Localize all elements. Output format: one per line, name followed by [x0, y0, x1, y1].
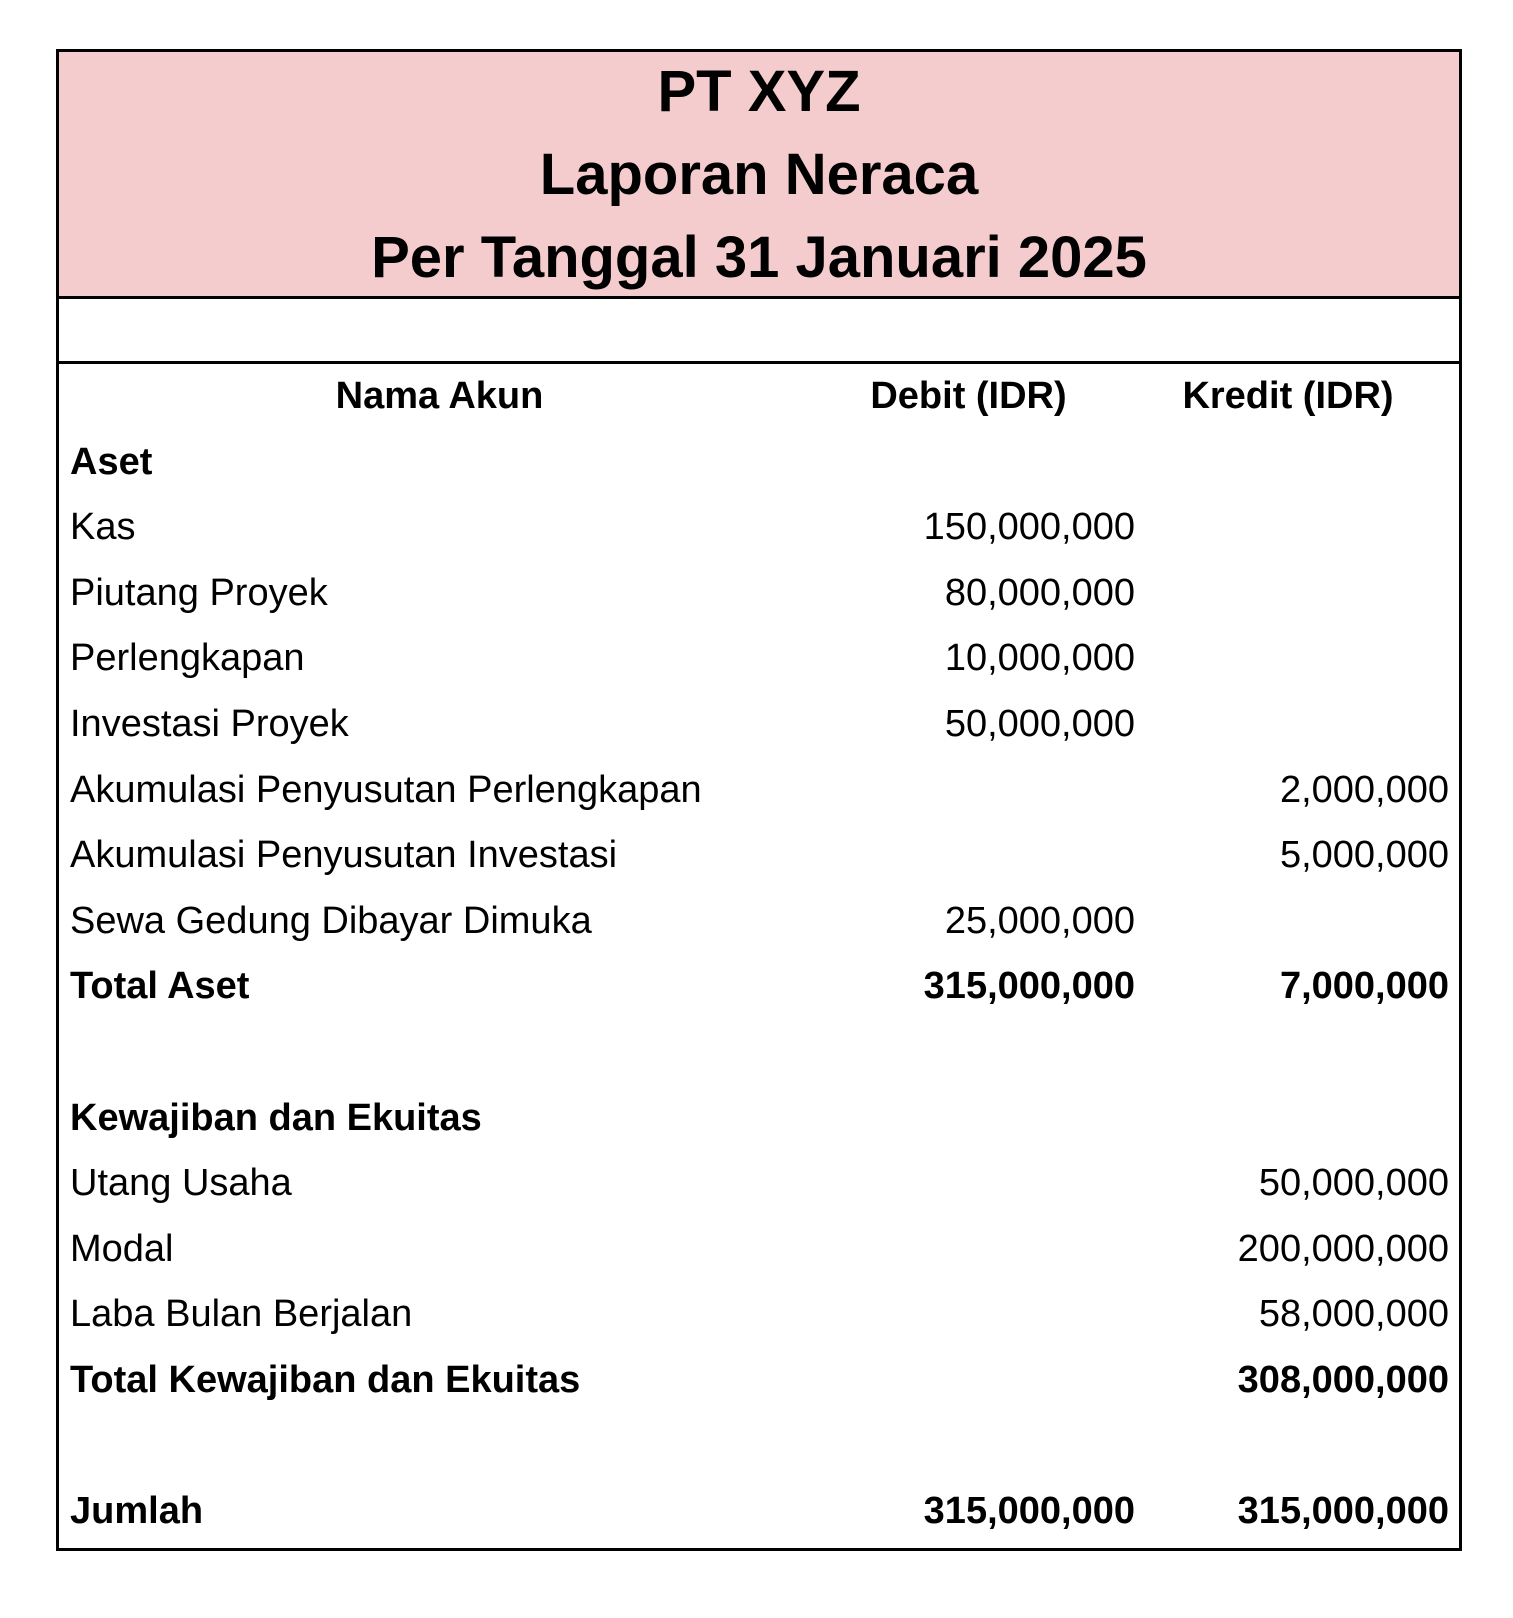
accounts-table [59, 364, 1459, 1545]
table-row [59, 1151, 1459, 1217]
report-header [59, 52, 1459, 299]
kredit-amount: 50,000,000 [1258, 1162, 1449, 1205]
report-period: Per Tanggal 31 Januari 2025 [371, 224, 1147, 290]
account-name: Investasi Proyek [70, 702, 349, 745]
debit-amount: 315,000,000 [923, 1490, 1135, 1533]
empty-row [59, 299, 1459, 364]
table-row [59, 1479, 1459, 1545]
table-row [59, 889, 1459, 955]
table-row [59, 1414, 1459, 1480]
balance-sheet [56, 49, 1462, 1551]
account-name: Modal [70, 1227, 174, 1270]
kredit-amount: 315,000,000 [1237, 1490, 1449, 1533]
account-name: Total Aset [70, 965, 250, 1008]
table-row [59, 561, 1459, 627]
account-name: Piutang Proyek [70, 571, 328, 614]
table-row [59, 495, 1459, 561]
table-row [59, 626, 1459, 692]
debit-amount: 315,000,000 [923, 965, 1135, 1008]
kredit-amount: 7,000,000 [1279, 965, 1449, 1008]
table-row [59, 430, 1459, 496]
account-name: Kewajiban dan Ekuitas [70, 1096, 482, 1139]
column-header-name: Nama Akun [335, 375, 544, 417]
company-name: PT XYZ [657, 58, 861, 124]
table-row [59, 758, 1459, 824]
table-row [59, 823, 1459, 889]
debit-amount: 25,000,000 [944, 899, 1135, 942]
account-name: Akumulasi Penyusutan Perlengkapan [70, 768, 702, 811]
debit-amount: 150,000,000 [923, 506, 1135, 549]
account-name: Sewa Gedung Dibayar Dimuka [70, 899, 592, 942]
table-row [59, 692, 1459, 758]
column-header-kredit: Kredit (IDR) [1182, 375, 1394, 417]
table-row [59, 1282, 1459, 1348]
table-row [59, 1348, 1459, 1414]
account-name: Jumlah [70, 1490, 204, 1533]
kredit-amount: 5,000,000 [1279, 834, 1449, 877]
table-row [59, 1020, 1459, 1086]
table-body [59, 430, 1459, 1545]
kredit-amount: 2,000,000 [1279, 768, 1449, 811]
account-name: Kas [70, 506, 136, 549]
account-name: Total Kewajiban dan Ekuitas [70, 1358, 581, 1401]
kredit-amount: 58,000,000 [1258, 1293, 1449, 1336]
account-name: Perlengkapan [70, 637, 305, 680]
account-name: Aset [70, 440, 153, 483]
column-header-debit: Debit (IDR) [870, 375, 1067, 417]
debit-amount: 80,000,000 [944, 571, 1135, 614]
table-row [59, 1086, 1459, 1152]
kredit-amount: 308,000,000 [1237, 1358, 1449, 1401]
table-row [59, 1217, 1459, 1283]
account-name: Akumulasi Penyusutan Investasi [70, 834, 618, 877]
column-header-row [59, 364, 1459, 430]
account-name: Laba Bulan Berjalan [70, 1293, 413, 1336]
debit-amount: 10,000,000 [944, 637, 1135, 680]
kredit-amount: 200,000,000 [1237, 1227, 1449, 1270]
debit-amount: 50,000,000 [944, 702, 1135, 745]
account-name: Utang Usaha [70, 1162, 292, 1205]
report-title: Laporan Neraca [539, 141, 979, 207]
table-row [59, 954, 1459, 1020]
